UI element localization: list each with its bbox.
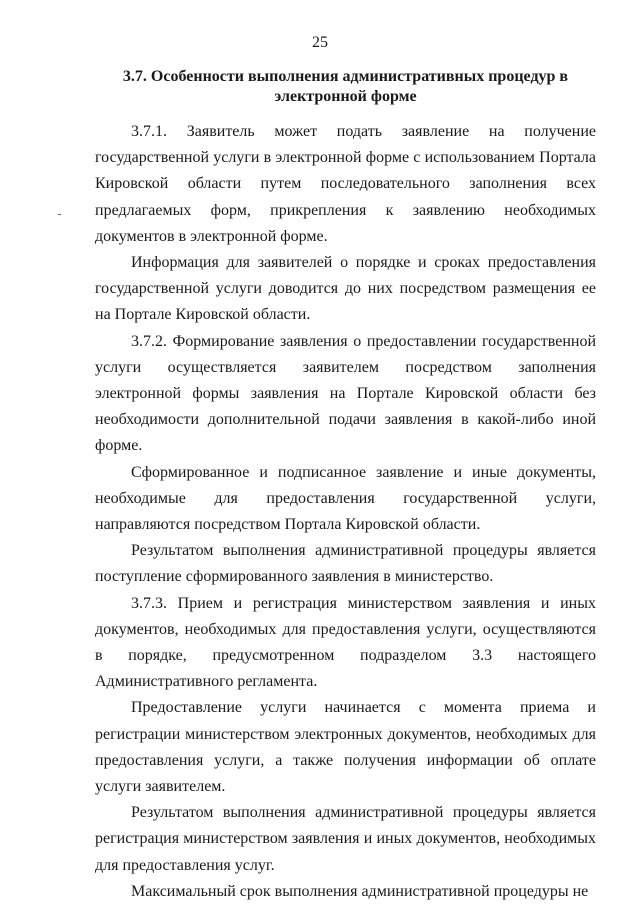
paragraph-signed-documents: Сформированное и подписанное заявление и иные документы, необходимые для предоставления государственной услуги, направляются посредством Портала Кировской области. [95,463,596,534]
section-heading: 3.7. Особенности выполнения административных процедур в электронной форме [122,68,569,105]
paragraph-info: Информация для заявителей о порядке и сроках предоставления государственной услуги доводится до них посредством размещения ее на Портале Кировской области. [95,254,596,324]
page-number: 25 [312,34,328,51]
paragraph-service-start: Предоставление услуги начинается с момента приема и регистрации министерством электронных документов, необходимых для предоставления услуги, а также получения информации об оплате услуги заявителем. [95,699,596,796]
paragraph-3-7-1: 3.7.1. Заявитель может подать заявление на получение государственной услуги в электронной форме с использованием Портала Кировской области путем последовательного заполнения всех предлагаемых форм, прикрепления к заявлению необходимых документов в электронной форме. [95,123,596,245]
paragraph-3-7-3: 3.7.3. Прием и регистрация министерством заявления и иных документов, необходимых для предоставления услуги, осуществляются в порядке, предусмотренном подразделом 3.3 настоящего Административного регламента. [95,594,596,691]
paragraph-max-term: Максимальный срок выполнения административной процедуры не [131,882,589,900]
paragraph-result-1: Результатом выполнения административной процедуры является поступление сформированного заявления в министерство. [95,542,596,586]
paragraph-3-7-2: 3.7.2. Формирование заявления о предоставлении государственной услуги осуществляется заявителем посредством заполнения электронной формы заявления на Портале Кировской области без необходимости дополнительной подачи заявления в какой-либо иной форме. [95,332,596,455]
margin-mark [58,214,61,215]
paragraph-result-2: Результатом выполнения административной процедуры является регистрация министерством заявления и иных документов, необходимых для предоставления услуг. [95,804,596,874]
document-body [95,119,596,905]
